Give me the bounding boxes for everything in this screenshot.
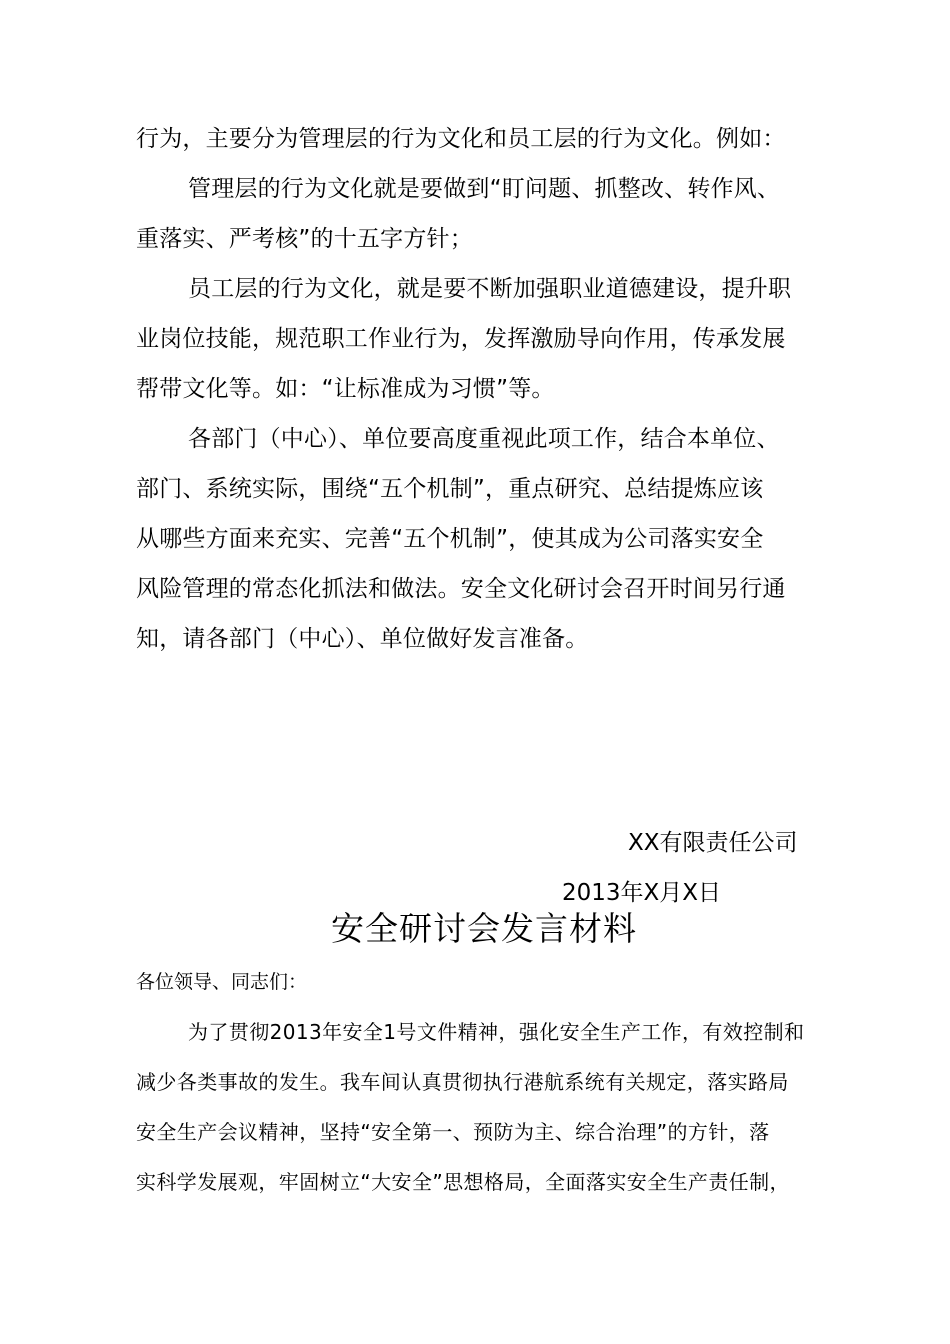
paragraph-line: 安全生产会议精神，坚持“安全第一、预防为主、综合治理”的方针，落 [136,1120,770,1144]
paragraph-line: 行为，主要分为管理层的行为文化和员工层的行为文化。例如： [136,126,786,152]
paragraph-line: 实科学发展观，牢固树立“大安全”思想格局，全面落实安全生产责任制， [136,1170,790,1194]
paragraph-line: 员工层的行为文化，就是要不断加强职业道德建设，提升职 [188,276,792,302]
paragraph-line: 业岗位技能，规范职工作业行为，发挥激励导向作用，传承发展 [136,326,786,352]
paragraph-line: 为了贯彻2013年安全1号文件精神，强化安全生产工作，有效控制和 [188,1020,805,1044]
paragraph-line: 重落实、严考核”的十五字方针； [136,226,473,252]
paragraph-line: 减少各类事故的发生。我车间认真贯彻执行港航系统有关规定，落实路局 [136,1070,789,1094]
paragraph-line: 知，请各部门（中心）、单位做好发言准备。 [136,626,589,652]
paragraph-line: 各部门（中心）、单位要高度重视此项工作，结合本单位、 [188,426,780,452]
salutation: 各位领导、同志们： [136,971,308,993]
signature-date: 2013年X月X日 [562,880,722,906]
paragraph-line: 从哪些方面来充实、完善“五个机制”，使其成为公司落实安全 [136,526,764,552]
paragraph-line: 管理层的行为文化就是要做到“盯问题、抓整改、转作风、 [188,176,781,202]
signature-company: XX有限责任公司 [628,830,798,856]
paragraph-line: 风险管理的常态化抓法和做法。安全文化研讨会召开时间另行通 [136,576,786,602]
paragraph-line: 帮带文化等。如：“让标准成为习惯”等。 [136,376,555,402]
document-title: 安全研讨会发言材料 [331,909,637,948]
paragraph-line: 部门、系统实际，围绕“五个机制”，重点研究、总结提炼应该 [136,476,764,502]
